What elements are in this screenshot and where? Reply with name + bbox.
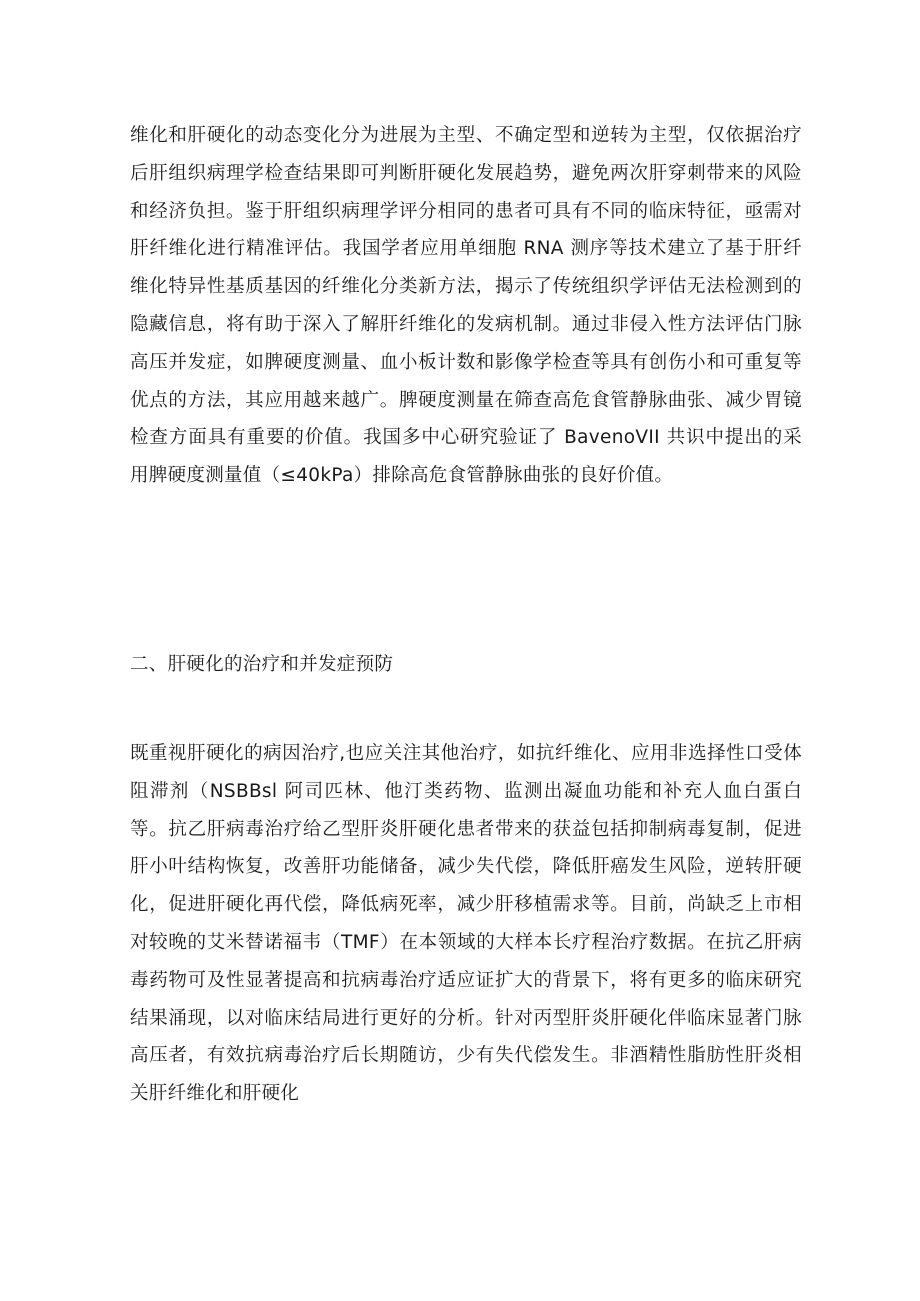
body-paragraph: 既重视肝硬化的病因治疗,也应关注其他治疗，如抗纤维化、应用非选择性口受体阻滞剂（NSBBsl 阿司匹林、他汀类药物、监测出凝血功能和补充人血白蛋白等。抗乙肝病毒治疗给乙型肝炎肝硬化患者带来的获益包括抑制病毒复制，促进肝小叶结构恢复，改善肝功能储备，减少失代偿，降低肝癌发生风险，逆转肝硬化，促进肝硬化再代偿，降低病死率，减少肝移植需求等。目前，尚缺乏上市相对较晚的艾米替诺福韦（TMF）在本领域的大样本长疗程治疗数据。在抗乙肝病毒药物可及性显著提高和抗病毒治疗适应证扩大的背景下，将有更多的临床研究结果涌现，以对临床结局进行更好的分析。针对丙型肝炎肝硬化伴临床显著门脉高压者，有效抗病毒治疗后长期随访，少有失代偿发生。非酒精性脂肪性肝炎相关肝纤维化和肝硬化 bbox=[130, 743, 802, 1105]
section-heading: 二、肝硬化的治疗和并发症预防 bbox=[130, 654, 394, 675]
body-paragraph: 维化和肝硬化的动态变化分为进展为主型、不确定型和逆转为主型，仅依据治疗后肝组织病理学检查结果即可判断肝硬化发展趋势，避免两次肝穿刺带来的风险和经济负担。鉴于肝组织病理学评分相同的患者可具有不同的临床特征，亟需对肝纤维化进行精准评估。我国学者应用单细胞 RNA 测序等技术建立了基于肝纤维化特异性基质基因的纤维化分类新方法，揭示了传统组织学评估无法检测到的隐藏信息，将有助于深入了解肝纤维化的发病机制。通过非侵入性方法评估门脉高压并发症，如脾硬度测量、血小板计数和影像学检查等具有创伤小和可重复等优点的方法，其应用越来越广。脾硬度测量在筛查高危食管静脉曲张、减少胃镜检查方面具有重要的价值。我国多中心研究验证了 BavenoVII 共识中提出的采用脾硬度测量值（≤40kPa）排除高危食管静脉曲张的良好价值。 bbox=[130, 125, 802, 487]
